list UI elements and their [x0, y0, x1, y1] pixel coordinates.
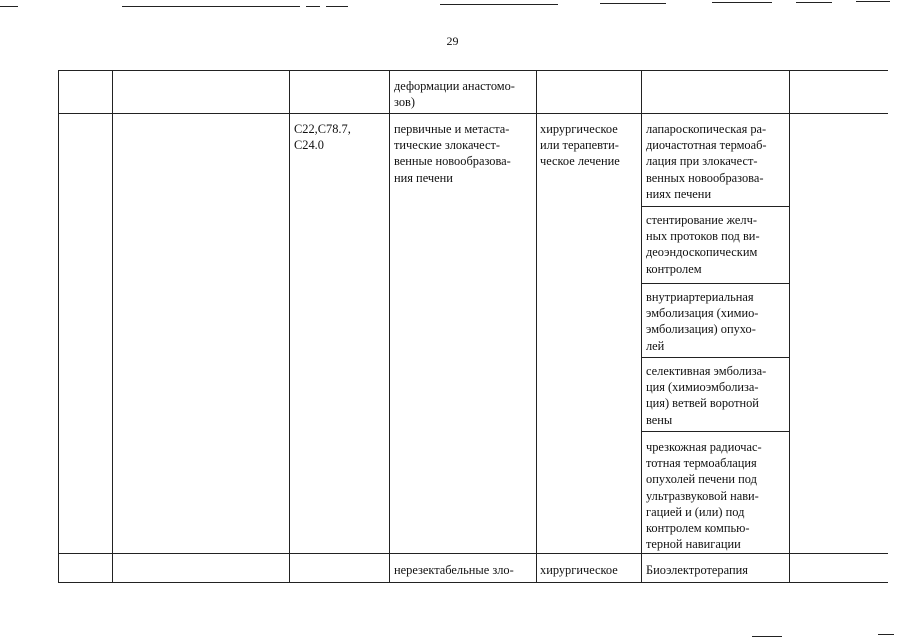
page-number: 29	[446, 34, 459, 48]
cell-diagnosis-next: нерезектабельные зло-	[394, 563, 514, 577]
cell-method: стентирование желч- ных протоков под ви- деоэндоскопическим контролем	[646, 213, 760, 276]
cell-method-next: Биоэлектротерапия	[646, 563, 748, 577]
scan-artifact-top	[856, 1, 890, 2]
scan-artifact-top	[440, 4, 558, 5]
cell-method: лапароскопическая ра- диочастотная термоаб- лация при злокачест- венных новообразова- ниях печени	[646, 122, 767, 201]
cell-diagnosis-continued: деформации анастомо- зов)	[394, 79, 515, 110]
scan-artifact-bottom	[752, 636, 782, 637]
cell-treatment-type: хирургическое или терапевти- ческое лечение	[540, 122, 620, 169]
cell-codes: C22,C78.7, C24.0	[294, 122, 351, 153]
row-divider	[58, 553, 888, 554]
cell-method: чрезкожная радиочас- тотная термоаблация опухолей печени под ультразвуковой нави- гацией и (или) под контролем компью- терной навигации	[646, 440, 762, 552]
table-border-left	[58, 70, 59, 583]
cell-treatment-type-next: хирургическое	[540, 563, 618, 577]
scan-artifact-top	[122, 6, 300, 7]
method-divider	[642, 283, 789, 284]
row-divider	[58, 113, 888, 114]
column-divider	[641, 70, 642, 583]
scan-artifact-top	[306, 6, 320, 7]
method-divider	[642, 206, 789, 207]
scan-artifact-bottom	[878, 634, 894, 635]
cell-method: внутриартериальная эмболизация (химио- эмболизация) опухо- лей	[646, 290, 759, 353]
column-divider	[789, 70, 790, 583]
scan-artifact-top	[600, 3, 666, 4]
cell-method: селективная эмболиза- ция (химиоэмболиза- ция) ветвей воротной вены	[646, 364, 767, 427]
table-border-bottom	[58, 582, 888, 583]
scan-artifact-top	[0, 6, 18, 7]
column-divider	[389, 70, 390, 583]
column-divider	[112, 70, 113, 583]
scan-artifact-top	[796, 2, 832, 3]
method-divider	[642, 357, 789, 358]
cell-diagnosis: первичные и метаста- тические злокачест- венные новообразова- ния печени	[394, 122, 511, 185]
method-divider	[642, 431, 789, 432]
table-border-top	[58, 70, 888, 71]
column-divider	[289, 70, 290, 583]
column-divider	[536, 70, 537, 583]
scan-artifact-top	[712, 2, 772, 3]
scan-artifact-top	[326, 6, 348, 7]
